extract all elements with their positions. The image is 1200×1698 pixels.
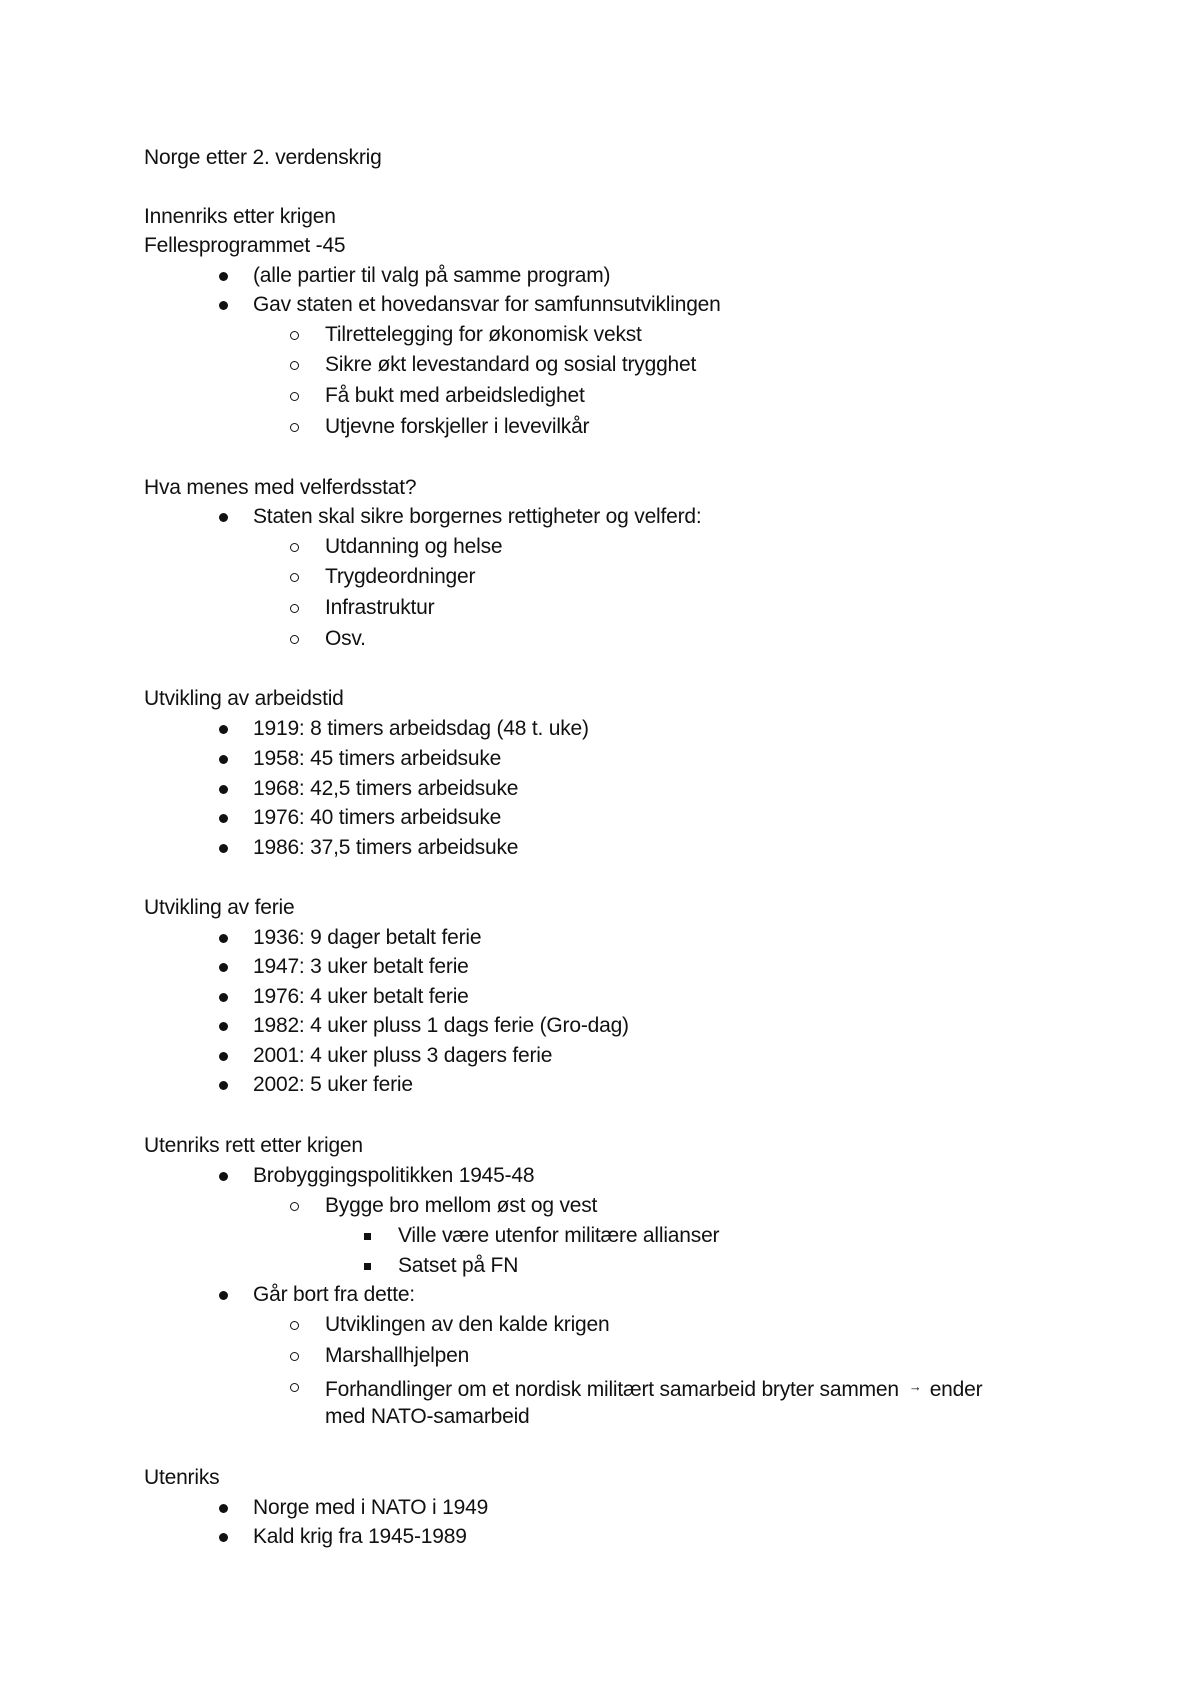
- bullet-circle-icon: [290, 361, 299, 370]
- section-heading: Utvikling av arbeidstid: [144, 687, 344, 710]
- list-item: 1958: 45 timers arbeidsuke: [253, 747, 502, 770]
- list-item: 1982: 4 uker pluss 1 dags ferie (Gro-dag): [253, 1014, 629, 1037]
- list-item: Bygge bro mellom øst og vest: [325, 1194, 598, 1217]
- list-item: 1947: 3 uker betalt ferie: [253, 955, 469, 978]
- list-item: Gav staten et hovedansvar for samfunnsutviklingen: [253, 293, 721, 316]
- bullet-disc-icon: [219, 513, 228, 522]
- bullet-disc-icon: [219, 1504, 228, 1513]
- bullet-circle-icon: [290, 1202, 299, 1211]
- list-item: Staten skal sikre borgernes rettigheter og velferd:: [253, 505, 702, 528]
- list-item: Kald krig fra 1945-1989: [253, 1525, 467, 1548]
- arrow-right-icon: →: [908, 1379, 922, 1394]
- list-item-text: Forhandlinger om et nordisk militært samarbeid bryter sammen: [325, 1378, 899, 1401]
- bullet-disc-icon: [219, 934, 228, 943]
- bullet-disc-icon: [219, 1022, 228, 1031]
- list-item: 1986: 37,5 timers arbeidsuke: [253, 836, 519, 859]
- bullet-circle-icon: [290, 543, 299, 552]
- list-item: 1936: 9 dager betalt ferie: [253, 926, 482, 949]
- bullet-disc-icon: [219, 814, 228, 823]
- list-item: 1976: 40 timers arbeidsuke: [253, 806, 502, 829]
- bullet-circle-icon: [290, 635, 299, 644]
- bullet-disc-icon: [219, 1172, 228, 1181]
- bullet-disc-icon: [219, 993, 228, 1002]
- bullet-disc-icon: [219, 755, 228, 764]
- list-item: [325, 1373, 982, 1404]
- list-item: Utdanning og helse: [325, 535, 503, 558]
- section-heading: Innenriks etter krigen: [144, 205, 336, 228]
- list-item: 2002: 5 uker ferie: [253, 1073, 413, 1096]
- list-item: Går bort fra dette:: [253, 1283, 415, 1306]
- list-item: Få bukt med arbeidsledighet: [325, 384, 585, 407]
- bullet-disc-icon: [219, 301, 228, 310]
- bullet-circle-icon: [290, 1352, 299, 1361]
- bullet-circle-icon: [290, 1321, 299, 1330]
- bullet-disc-icon: [219, 963, 228, 972]
- list-item: Brobyggingspolitikken 1945-48: [253, 1164, 535, 1187]
- list-item: Infrastruktur: [325, 596, 435, 619]
- list-item: Trygdeordninger: [325, 565, 476, 588]
- bullet-circle-icon: [290, 423, 299, 432]
- list-item: 2001: 4 uker pluss 3 dagers ferie: [253, 1044, 553, 1067]
- document-title: Norge etter 2. verdenskrig: [144, 146, 382, 169]
- list-item: Tilrettelegging for økonomisk vekst: [325, 323, 642, 346]
- section-heading: Hva menes med velferdsstat?: [144, 476, 417, 499]
- section-heading: Utenriks rett etter krigen: [144, 1134, 363, 1157]
- list-item: Utviklingen av den kalde krigen: [325, 1313, 610, 1336]
- list-item: (alle partier til valg på samme program): [253, 264, 611, 287]
- bullet-disc-icon: [219, 844, 228, 853]
- list-item: Marshallhjelpen: [325, 1344, 470, 1367]
- bullet-disc-icon: [219, 1291, 228, 1300]
- list-item: 1976: 4 uker betalt ferie: [253, 985, 469, 1008]
- bullet-square-icon: [364, 1233, 371, 1240]
- bullet-square-icon: [364, 1263, 371, 1270]
- list-item: Sikre økt levestandard og sosial trygghet: [325, 353, 697, 376]
- bullet-disc-icon: [219, 785, 228, 794]
- bullet-disc-icon: [219, 1052, 228, 1061]
- list-item: Satset på FN: [398, 1254, 519, 1277]
- list-item: Norge med i NATO i 1949: [253, 1496, 489, 1519]
- bullet-circle-icon: [290, 604, 299, 613]
- bullet-circle-icon: [290, 1383, 299, 1392]
- section-heading: Utenriks: [144, 1466, 220, 1489]
- list-item: Osv.: [325, 627, 366, 650]
- list-item: 1919: 8 timers arbeidsdag (48 t. uke): [253, 717, 589, 740]
- bullet-disc-icon: [219, 1533, 228, 1542]
- section-subheading: Fellesprogrammet -45: [144, 234, 346, 257]
- list-item: 1968: 42,5 timers arbeidsuke: [253, 777, 519, 800]
- list-item: Ville være utenfor militære allianser: [398, 1224, 720, 1247]
- list-item: Utjevne forskjeller i levevilkår: [325, 415, 590, 438]
- bullet-disc-icon: [219, 1081, 228, 1090]
- bullet-disc-icon: [219, 725, 228, 734]
- list-item-text: ender: [929, 1378, 983, 1401]
- bullet-circle-icon: [290, 392, 299, 401]
- section-heading: Utvikling av ferie: [144, 896, 295, 919]
- bullet-disc-icon: [219, 272, 228, 281]
- bullet-circle-icon: [290, 331, 299, 340]
- bullet-circle-icon: [290, 573, 299, 582]
- list-item-continuation: med NATO-samarbeid: [325, 1405, 530, 1428]
